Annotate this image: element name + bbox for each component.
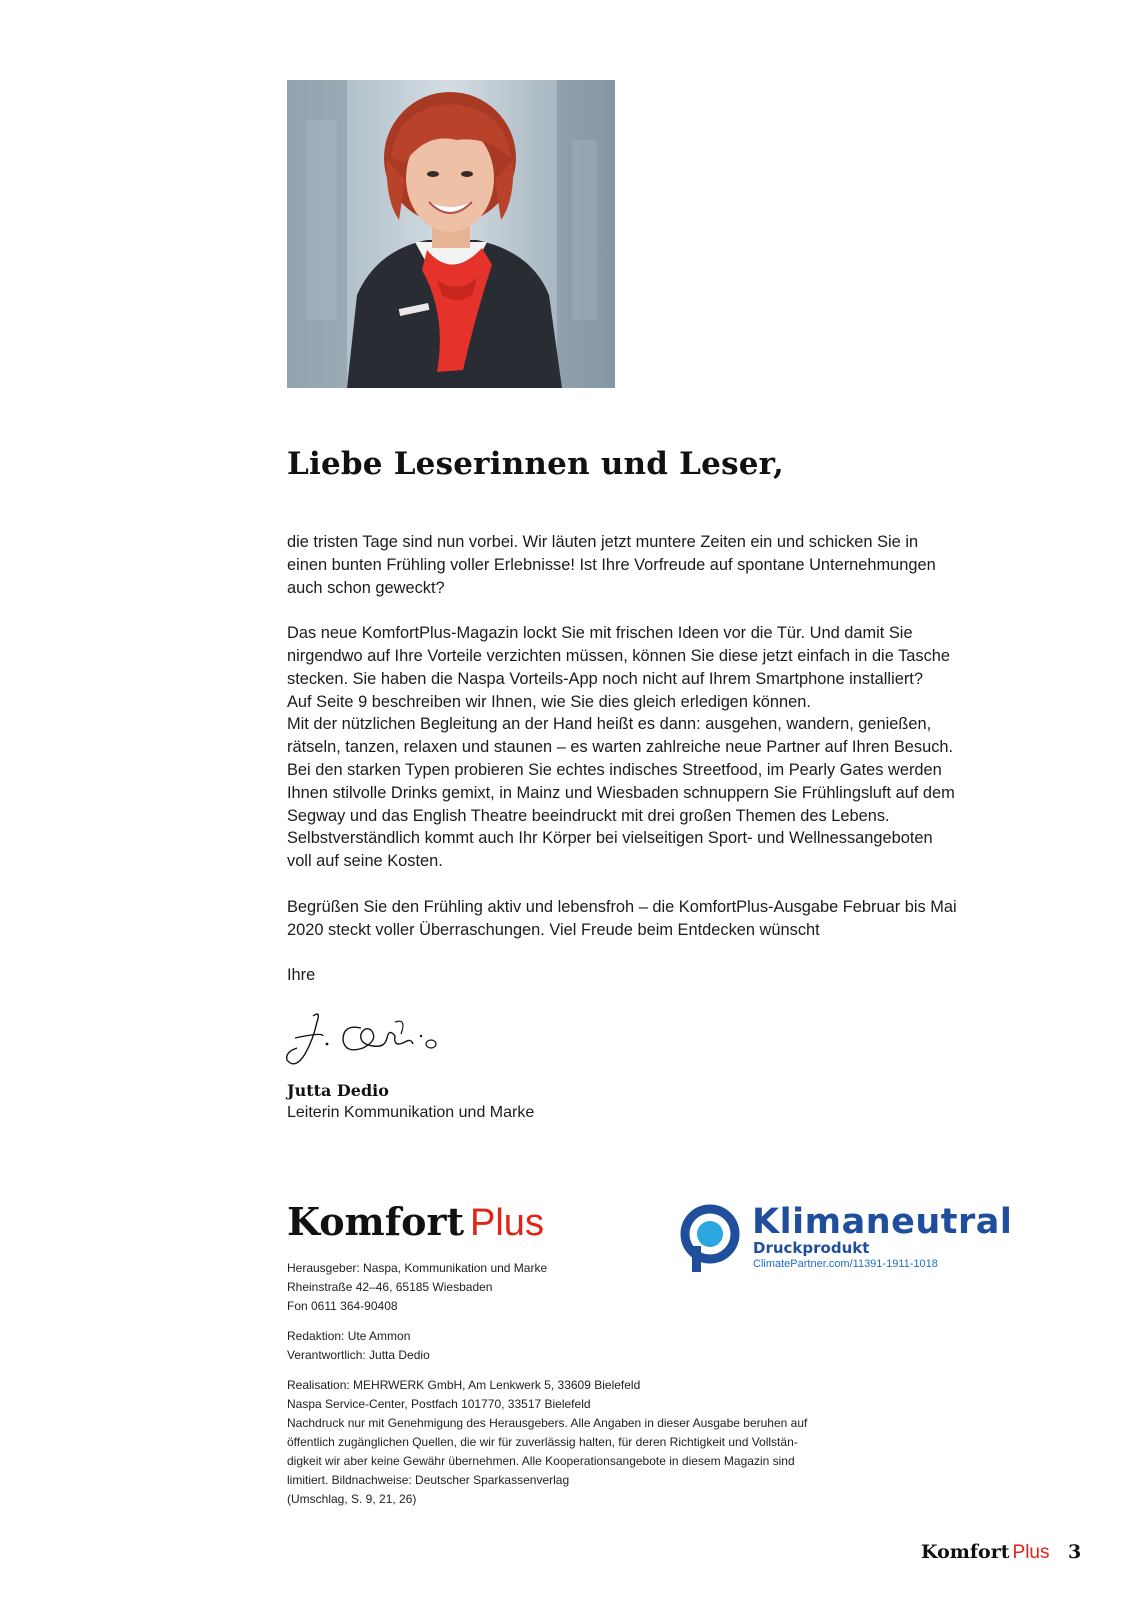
handwritten-signature: [283, 1008, 453, 1080]
text-line: stecken. Sie haben die Naspa Vorteils-App noch nicht auf Ihrem Smartphone installiert?: [287, 669, 923, 688]
footer-logo-komfort: Komfort: [921, 1541, 1010, 1563]
text-line: Selbstverständlich kommt auch Ihr Körper bei vielseitigen Sport- und Wellnessangeboten: [287, 829, 933, 848]
imprint-line: Nachdruck nur mit Genehmigung des Herausgebers. Alle Angaben in dieser Ausgabe beruhen auf: [287, 1416, 808, 1430]
text-line: einen bunten Frühling voller Erlebnisse! Ist Ihre Vorfreude auf spontane Unternehmungen: [287, 555, 936, 574]
letter-body: [287, 531, 967, 987]
imprint-line: Verantwortlich: Jutta Dedio: [287, 1348, 430, 1362]
imprint-line: Realisation: MEHRWERK GmbH, Am Lenkwerk 5, 33609 Bielefeld: [287, 1378, 641, 1392]
komfortplus-logo: [287, 1200, 544, 1245]
imprint-publisher: [287, 1259, 847, 1316]
imprint: [287, 1259, 847, 1520]
text-line: Ihre: [287, 966, 316, 985]
logo-plus: Plus: [470, 1202, 544, 1244]
text-line: nirgendwo auf Ihre Vorteile verzichten müssen, können Sie diese jetzt einfach in die Tasche: [287, 646, 951, 665]
paragraph-3: [287, 896, 967, 942]
paragraph-closing: [287, 964, 967, 987]
text-line: Ihnen stilvolle Drinks gemixt, in Mainz und Wiesbaden schnuppern Sie Frühlingsluft auf dem: [287, 783, 955, 802]
text-line: Mit der nützlichen Begleitung an der Hand heißt es dann: ausgehen, wandern, genießen,: [287, 715, 932, 734]
imprint-realisation: [287, 1376, 847, 1509]
imprint-line: digkeit wir aber keine Gewähr übernehmen. Alle Kooperationsangebote in diesem Magazin sind: [287, 1454, 795, 1468]
text-line: rätseln, tanzen, relaxen und staunen – es warten zahlreiche neue Partner auf Ihren Besuch.: [287, 738, 954, 757]
imprint-line: Redaktion: Ute Ammon: [287, 1329, 411, 1343]
climate-title: Klimaneutral: [752, 1202, 1013, 1242]
text-line: die tristen Tage sind nun vorbei. Wir läuten jetzt muntere Zeiten ein und schicken Sie in: [287, 533, 919, 551]
imprint-line: Herausgeber: Naspa, Kommunikation und Marke: [287, 1261, 548, 1275]
climate-subtitle: Druckprodukt: [753, 1239, 870, 1257]
climate-url: ClimatePartner.com/11391-1911-1018: [753, 1258, 938, 1270]
footer-logo-plus: Plus: [1012, 1542, 1050, 1563]
paragraph-2: [287, 622, 967, 873]
imprint-editorial: [287, 1327, 847, 1365]
imprint-line: öffentlich zugänglichen Quellen, die wir für zuverlässig halten, für deren Richtigkeit und Vollstän-: [287, 1435, 798, 1449]
signer-name: Jutta Dedio: [287, 1081, 389, 1100]
text-line: voll auf seine Kosten.: [287, 852, 443, 871]
text-line: Das neue KomfortPlus-Magazin lockt Sie mit frischen Ideen vor die Tür. Und damit Sie: [287, 624, 913, 643]
text-line: Begrüßen Sie den Frühling aktiv und lebensfroh – die KomfortPlus-Ausgabe Februar bis Mai: [287, 897, 957, 916]
portrait-photo: [287, 80, 615, 388]
page-number: 3: [1068, 1541, 1082, 1563]
imprint-line: Naspa Service-Center, Postfach 101770, 33517 Bielefeld: [287, 1397, 591, 1411]
signer-title: Leiterin Kommunikation und Marke: [287, 1104, 535, 1121]
imprint-line: Rheinstraße 42–46, 65185 Wiesbaden: [287, 1280, 493, 1294]
text-line: Bei den starken Typen probieren Sie echtes indisches Streetfood, im Pearly Gates werden: [287, 760, 942, 779]
imprint-line: Fon 0611 364-90408: [287, 1299, 398, 1313]
text-line: Auf Seite 9 beschreiben wir Ihnen, wie Sie dies gleich erledigen können.: [287, 692, 811, 711]
logo-komfort: Komfort: [287, 1199, 465, 1244]
imprint-line: (Umschlag, S. 9, 21, 26): [287, 1492, 417, 1506]
footer-logo: [921, 1541, 1049, 1564]
imprint-line: limitiert. Bildnachweise: Deutscher Sparkassenverlag: [287, 1473, 570, 1487]
text-line: 2020 steckt voller Überraschungen. Viel Freude beim Entdecken wünscht: [287, 920, 820, 939]
text-line: Segway und das English Theatre beeindruckt mit drei großen Themen des Lebens.: [287, 806, 890, 825]
paragraph-1: [287, 531, 967, 599]
text-line: auch schon geweckt?: [287, 578, 445, 597]
letter-salutation: Liebe Leserinnen und Leser,: [287, 446, 784, 482]
portrait-illustration: [287, 80, 615, 388]
